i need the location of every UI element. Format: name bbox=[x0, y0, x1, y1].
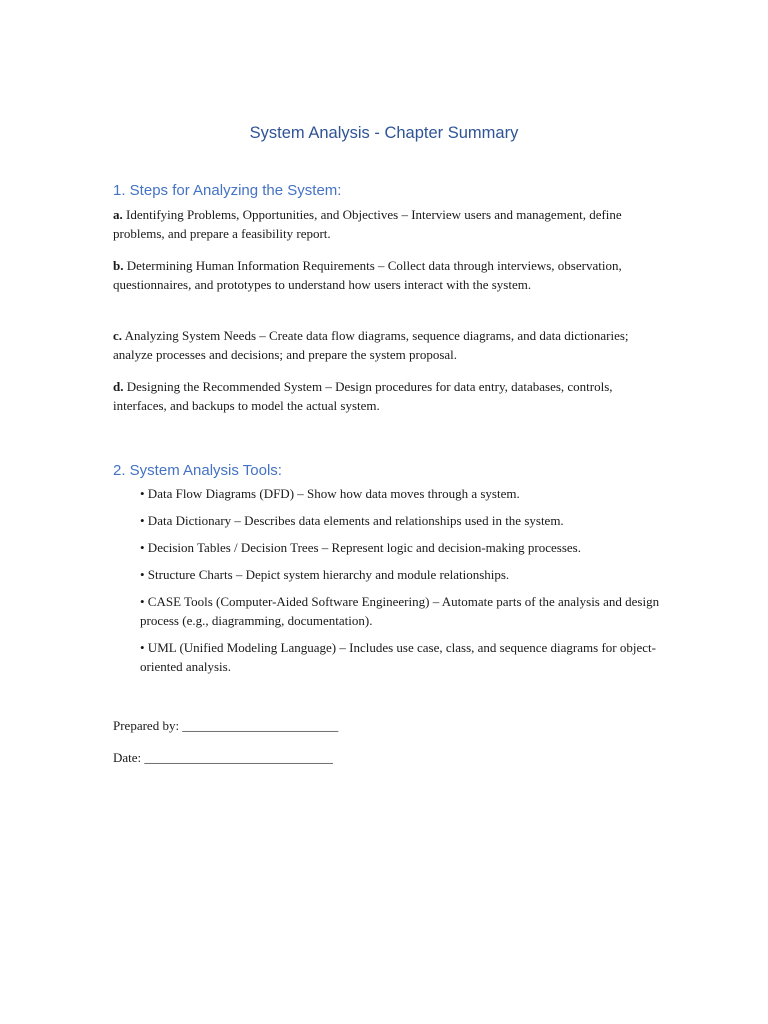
section2-heading: 2. System Analysis Tools: bbox=[113, 462, 282, 479]
date-field: Date: _____________________________ bbox=[113, 750, 333, 765]
step-text: Identifying Problems, Opportunities, and Objectives – Interview users and management, define problems, and prepare a feasibility report. bbox=[113, 207, 622, 241]
step-item-c bbox=[113, 326, 653, 364]
step-text: Determining Human Information Requirements – Collect data through interviews, observation, questionnaires, and prototypes to understand how users interact with the system. bbox=[113, 258, 622, 292]
tool-item-decision-tables: • Decision Tables / Decision Trees – Represent logic and decision-making processes. bbox=[140, 540, 581, 555]
step-marker: c. bbox=[113, 328, 123, 343]
tool-item-text: • CASE Tools (Computer-Aided Software Engineering) – Automate parts of the analysis and design process (e.g., diagramming, documentation). bbox=[140, 594, 660, 628]
step-text: Designing the Recommended System – Design procedures for data entry, databases, controls, interfaces, and backups to model the actual system. bbox=[113, 379, 613, 413]
tool-item-uml: • UML (Unified Modeling Language) – Includes use case, class, and sequence diagrams for object-oriented analysis. bbox=[140, 640, 656, 674]
step-marker: b. bbox=[113, 258, 124, 273]
tool-item-data-dictionary: • Data Dictionary – Describes data elements and relationships used in the system. bbox=[140, 513, 564, 528]
step-item-d bbox=[113, 377, 653, 415]
tool-item-dfd: • Data Flow Diagrams (DFD) – Show how data moves through a system. bbox=[140, 486, 520, 501]
step-marker: d. bbox=[113, 379, 124, 394]
prepared-by-field: Prepared by: ________________________ bbox=[113, 718, 339, 733]
step-marker: a. bbox=[113, 207, 123, 222]
step-item-b bbox=[113, 256, 653, 294]
tool-item-structure-charts: • Structure Charts – Depict system hierarchy and module relationships. bbox=[140, 567, 510, 582]
step-item-a bbox=[113, 205, 653, 243]
section1-heading: 1. Steps for Analyzing the System: bbox=[113, 182, 342, 199]
step-text: Analyzing System Needs – Create data flow diagrams, sequence diagrams, and data dictionaries; analyze processes and decisions; and prepare the system proposal. bbox=[113, 328, 629, 362]
tool-item-case-tools bbox=[140, 592, 660, 630]
document-title: System Analysis - Chapter Summary bbox=[249, 124, 519, 142]
